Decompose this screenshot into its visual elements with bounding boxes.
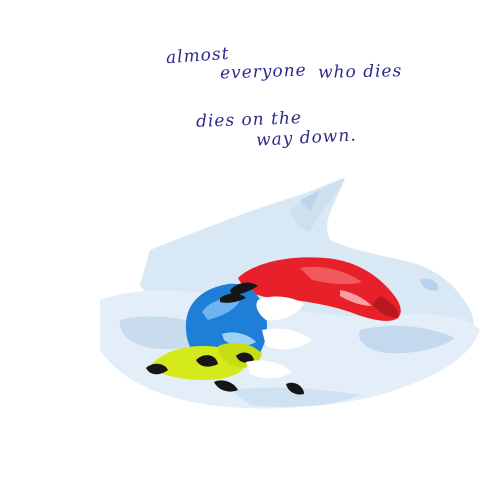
caption-line-5: way down. [255, 125, 358, 151]
caption-line-3: who dies [317, 61, 403, 83]
caption-line-1: almost [165, 43, 231, 69]
caption-line-4: dies on the [195, 108, 303, 132]
caption-line-2: everyone [219, 60, 308, 84]
